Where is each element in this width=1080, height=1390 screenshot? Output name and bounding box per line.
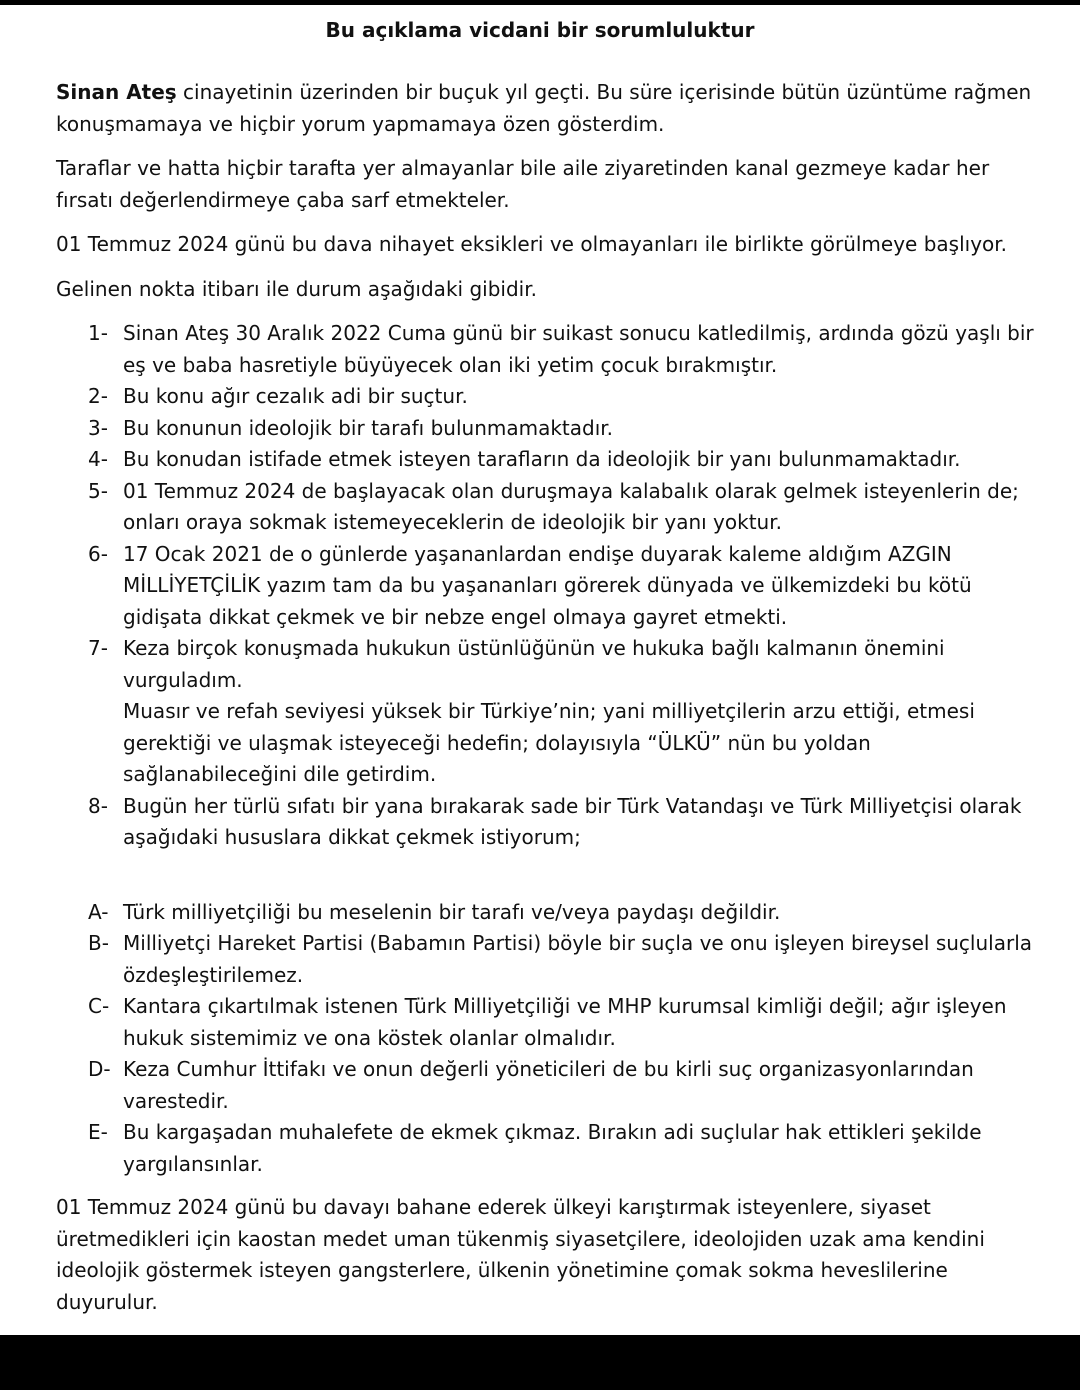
intro-name: Sinan Ateş <box>56 80 177 104</box>
paragraph-3: 01 Temmuz 2024 günü bu dava nihayet eksikleri ve olmayanları ile birlikte görülmeye başlıyor. <box>56 232 1008 256</box>
list-item-text: Kantara çıkartılmak istenen Türk Milliyetçiliği ve MHP kurumsal kimliği değil; ağır işleyen hukuk sistemimiz ve ona köstek olanlar olmalıdır. <box>123 994 1007 1050</box>
lettered-list <box>56 897 1046 1181</box>
list-item-text: Bu konunun ideolojik bir tarafı bulunmamaktadır. <box>123 415 614 440</box>
paragraph-4: Gelinen nokta itibarı ile durum aşağıdaki gibidir. <box>56 276 537 301</box>
list-item-b <box>56 928 1046 991</box>
list-marker: 8- <box>88 793 108 818</box>
list-marker: D- <box>88 1057 111 1081</box>
list-item-2 <box>56 381 1046 413</box>
list-marker: 6- <box>88 541 108 566</box>
document-page <box>0 5 1080 1335</box>
list-marker: E- <box>88 1120 108 1144</box>
list-spacer <box>56 866 1046 897</box>
list-marker: 1- <box>88 321 108 345</box>
list-item-4 <box>56 444 1046 476</box>
list-item-a <box>56 897 1046 929</box>
list-marker: 4- <box>88 447 108 471</box>
closing-paragraph: 01 Temmuz 2024 günü bu davayı bahane ederek ülkeyi karıştırmak isteyenlere, siyaset üretmedikleri için kaostan medet uman tükenmiş siyasetçilere, ideolojiden uzak ama kendini ideolojik göstermek isteyen gangsterlere, ülkenin yönetimine çomak sokma heveslilerine duyurulur. <box>56 1195 985 1314</box>
list-item-c <box>56 991 1046 1054</box>
numbered-list <box>56 318 1046 854</box>
list-item-8 <box>56 791 1046 854</box>
list-item-text: Bu kargaşadan muhalefete de ekmek çıkmaz. Bırakın adi suçlular hak ettikleri şekilde yargılansınlar. <box>123 1120 982 1176</box>
list-marker: C- <box>88 994 110 1018</box>
paragraph-2: Taraflar ve hatta hiçbir tarafta yer almayanlar bile aile ziyaretinden kanal gezmeye kadar her fırsatı değerlendirmeye çaba sarf etmekteler. <box>56 156 990 212</box>
list-item-5 <box>56 476 1046 539</box>
list-marker: 5- <box>88 478 108 503</box>
intro-paragraph <box>56 77 1046 140</box>
intro-text: cinayetinin üzerinden bir buçuk yıl geçti. Bu süre içerisinde bütün üzüntüme rağmen konuşmamaya ve hiçbir yorum yapmamaya özen gösterdim. <box>56 80 1032 136</box>
list-item-text: 17 Ocak 2021 de o günlerde yaşananlardan endişe duyarak kaleme aldığım AZGIN MİLLİYETÇİLİK yazım tam da bu yaşananları görerek dünyada ve ülkemizdeki bu kötü gidişata dikkat çekmek ve bir nebze engel olmaya gayret etmekti. <box>123 541 972 629</box>
list-item-text: Türk milliyetçiliği bu meselenin bir tarafı ve/veya paydaşı değildir. <box>123 899 781 924</box>
document-title: Bu açıklama vicdani bir sorumluluktur <box>325 18 755 42</box>
list-marker: A- <box>88 899 109 924</box>
list-item-text: Bu konu ağır cezalık adi bir suçtur. <box>123 384 468 408</box>
list-item-3 <box>56 413 1046 445</box>
list-item-text: Sinan Ateş 30 Aralık 2022 Cuma günü bir suikast sonucu katledilmiş, ardında gözü yaşlı bir eş ve baba hasretiyle büyüyecek olan iki yetim çocuk bırakmıştır. <box>123 321 1034 377</box>
list-item-text: Keza Cumhur İttifakı ve onun değerli yöneticileri de bu kirli suç organizasyonlarından varestedir. <box>123 1057 974 1113</box>
list-item-1 <box>56 318 1046 381</box>
list-marker: B- <box>88 931 109 955</box>
list-item-text: Bu konudan istifade etmek isteyen tarafların da ideolojik bir yanı bulunmamaktadır. <box>123 447 961 471</box>
list-marker: 3- <box>88 415 108 440</box>
list-item-6 <box>56 539 1046 634</box>
list-marker: 2- <box>88 384 108 408</box>
list-marker: 7- <box>88 636 108 660</box>
list-item-d <box>56 1054 1046 1117</box>
list-item-e <box>56 1117 1046 1180</box>
list-item-text: Bugün her türlü sıfatı bir yana bırakarak sade bir Türk Vatandaşı ve Türk Milliyetçisi olarak aşağıdaki hususlara dikkat çekmek istiyorum; <box>123 793 1022 849</box>
list-item-7 <box>56 633 1046 791</box>
list-item-text: Milliyetçi Hareket Partisi (Babamın Partisi) böyle bir suçla ve onu işleyen bireysel suçlularla özdeşleştirilemez. <box>123 931 1033 987</box>
list-item-text: 01 Temmuz 2024 de başlayacak olan duruşmaya kalabalık olarak gelmek isteyenlerin de; onları oraya sokmak istemeyeceklerin de ideolojik bir yanı yoktur. <box>123 478 1019 534</box>
list-item-text: Keza birçok konuşmada hukukun üstünlüğünün ve hukuka bağlı kalmanın önemini vurguladım. <box>123 636 945 692</box>
document-body <box>56 77 1046 1331</box>
list-item-continuation: Muasır ve refah seviyesi yüksek bir Türkiye’nin; yani milliyetçilerin arzu ettiği, etmesi gerektiği ve ulaşmak isteyeceği hedefin; dolayısıyla “ÜLKÜ” nün bu yoldan sağlanabileceğini dile getirdim. <box>123 699 975 786</box>
